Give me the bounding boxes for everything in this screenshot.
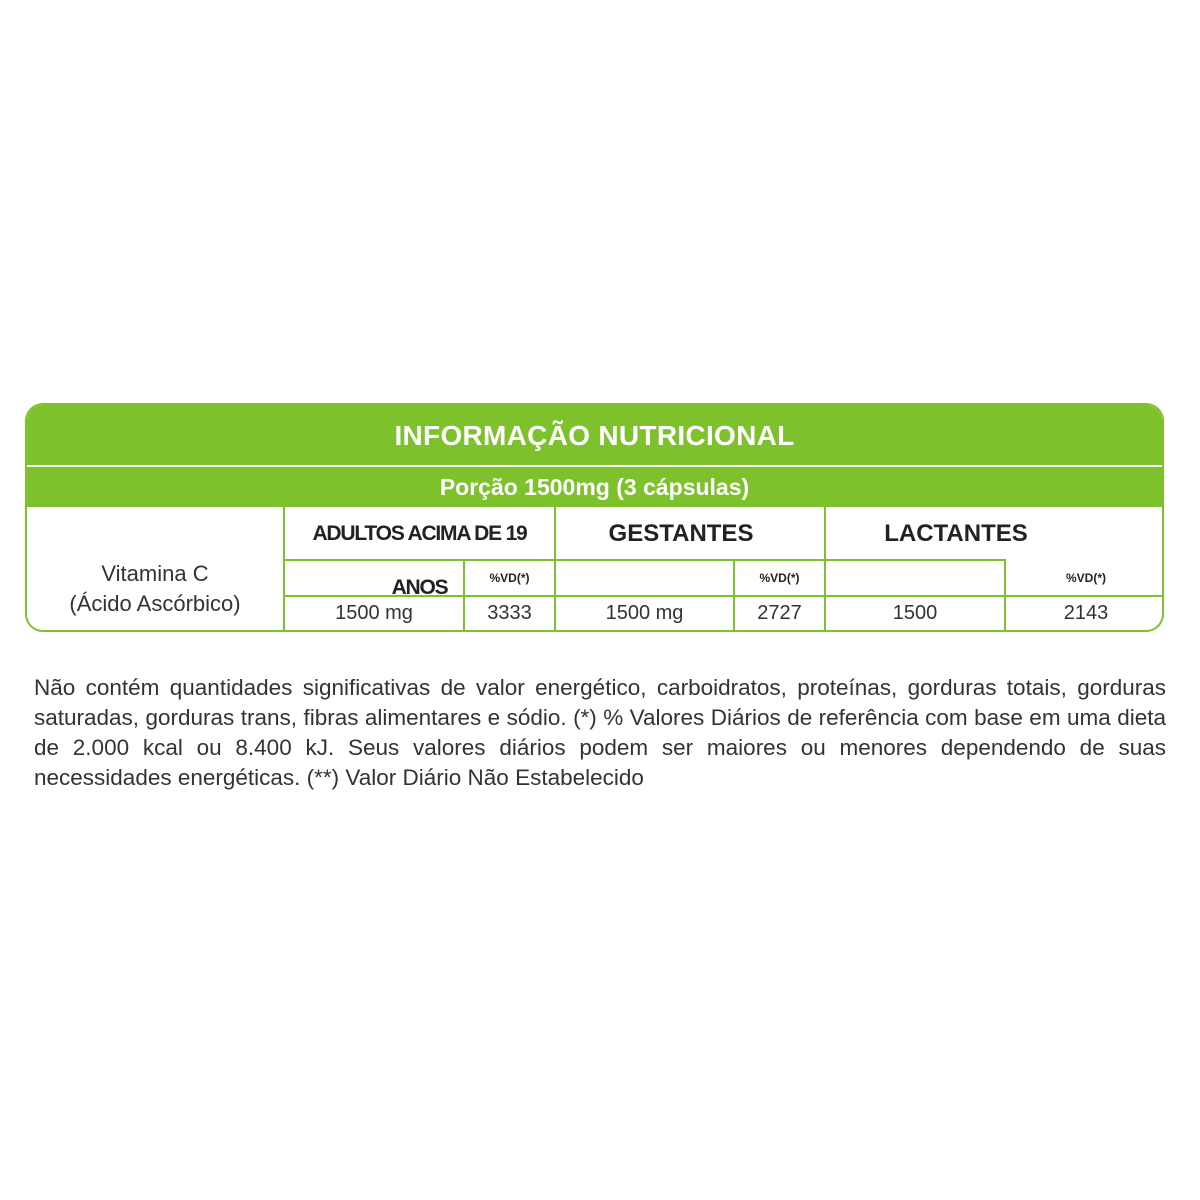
nutrient-name: Vitamina C (101, 561, 209, 586)
group-header-adults: ADULTOS ACIMA DE 19 ANOS (312, 522, 527, 599)
daily-value-adults: 3333 (487, 602, 532, 624)
table-title: INFORMAÇÃO NUTRICIONAL (27, 405, 1162, 465)
nutrient-name-cell (27, 559, 283, 619)
footnote-text: Não contém quantidades significativas de valor energético, carboidratos, proteínas, gorduras totais, gorduras saturadas, gorduras trans, fibras alimentares e sódio. (*) % Valores Diários de referência com base em uma dieta de 2.000 kcal ou 8.400 kJ. Seus valores diários podem ser maiores ou menores dependendo de suas necessidades energéticas. (**) Valor Diário Não Estabelecido (34, 675, 1166, 790)
amount-pregnant: 1500 mg (605, 602, 684, 624)
group-header-pregnant: GESTANTES (608, 520, 754, 547)
daily-value-label: %VD(*) (489, 571, 530, 585)
portion-size: Porção 1500mg (3 cápsulas) (27, 467, 1162, 507)
group-header-lactating: LACTANTES (884, 520, 1028, 547)
daily-value-label: %VD(*) (1065, 571, 1106, 585)
nutrient-grid (27, 507, 1162, 632)
nutrition-facts-table (25, 403, 1164, 632)
daily-value-pregnant: 2727 (757, 602, 802, 624)
amount-adults: 1500 mg (335, 602, 413, 624)
nutrient-subname: (Ácido Ascórbico) (69, 591, 241, 616)
daily-value-label: %VD(*) (759, 571, 800, 585)
daily-value-lactating: 2143 (1063, 602, 1109, 624)
amount-lactating: 1500 (892, 602, 938, 624)
